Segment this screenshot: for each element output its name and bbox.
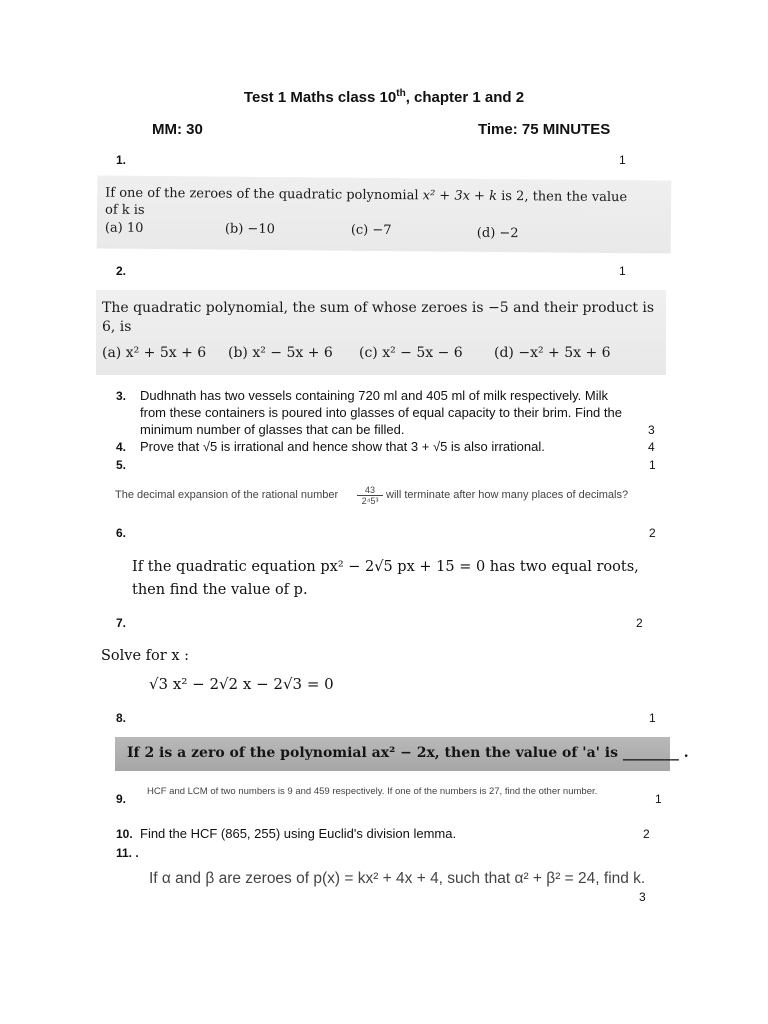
q9-text: HCF and LCM of two numbers is 9 and 459 respectively. If one of the numbers is 27, find the other number. [147,786,598,797]
q1-scanned-question [97,175,672,253]
q10-number: 10. [116,827,133,841]
max-marks: MM: 30 [152,121,203,138]
q1-number: 1. [116,153,127,167]
q2-option-c: (c) x² − 5x − 6 [359,345,463,361]
q8-scanned-question [115,737,689,771]
q5-fraction [357,485,383,506]
q3-line2: from these containers is poured into glasses of equal capacity to their brim. Find the [140,405,622,420]
q8-number: 8. [116,711,127,725]
q10-marks: 2 [643,827,650,841]
q1-option-b: (b) −10 [224,221,275,238]
q5-fraction-numerator: 43 [357,485,383,496]
q2-option-b: (b) x² − 5x + 6 [228,345,333,361]
q10-text: Find the HCF (865, 255) using Euclid's division lemma. [140,826,457,841]
q1-text-a: If one of the zeroes of the quadratic polynomial [105,185,423,204]
title-rest: , chapter 1 and 2 [405,89,525,106]
q2-marks: 1 [619,264,626,278]
q3-number: 3. [116,389,127,403]
q8-marks: 1 [649,711,656,725]
q11-marks: 3 [639,890,646,904]
q4-text: Prove that √5 is irrational and hence show that 3 + √5 is also irrational. [140,439,545,454]
q4-number: 4. [116,440,127,454]
q5-text-post: will terminate after how many places of decimals? [386,489,629,501]
page-title [0,88,768,106]
q7-equation: √3 x² − 2√2 x − 2√3 = 0 [149,675,334,693]
q5-marks: 1 [649,458,656,472]
q1-line2: of k is [104,202,145,218]
q3-line1: Dudhnath has two vessels containing 720 ml and 405 ml of milk respectively. Milk [140,388,608,403]
q5-text-pre: The decimal expansion of the rational number [115,489,339,501]
q8-text: If 2 is a zero of the polynomial ax² − 2x, then the value of 'a' is ________ . [127,745,689,761]
q4-marks: 4 [648,440,655,454]
q6-number: 6. [116,526,127,540]
q7-marks: 2 [636,616,643,630]
q6-line1: If the quadratic equation px² − 2√5 px + 15 = 0 has two equal roots, [132,559,639,575]
q2-line2: 6, is [102,319,132,335]
q1-marks: 1 [619,153,626,167]
title-superscript: th [396,88,406,99]
q6-line2: then find the value of p. [132,582,308,598]
q5-number: 5. [116,458,127,472]
q1-polynomial: x² + 3x + k [422,188,498,204]
q2-option-a: (a) x² + 5x + 6 [102,345,207,361]
q1-option-a: (a) 10 [104,220,144,236]
q9-number: 9. [116,792,127,806]
q1-option-d: (d) −2 [476,225,519,242]
q3-line3: minimum number of glasses that can be filled. [140,422,405,437]
q5-fraction-denominator: 2⁴5³ [361,496,379,506]
q6-marks: 2 [649,526,656,540]
q7-line1: Solve for x : [101,648,189,664]
q1-text-c: is 2, then the value [496,188,628,206]
q2-line1: The quadratic polynomial, the sum of whose zeroes is −5 and their product is [102,300,655,316]
q1-option-c: (c) −7 [350,222,392,239]
q11-text: If α and β are zeroes of p(x) = kx² + 4x + 4, such that α² + β² = 24, find k. [149,870,646,887]
time-limit: Time: 75 MINUTES [478,121,611,138]
q2-scanned-question [96,290,666,375]
q9-marks: 1 [655,792,662,806]
q1-line1 [105,186,627,206]
title-main: Test 1 Maths class 10 [243,89,397,106]
q7-number: 7. [116,616,127,630]
q2-number: 2. [116,264,127,278]
q3-text [140,387,680,438]
q3-marks: 3 [648,423,655,437]
q11-number: 11. . [116,846,139,860]
q2-option-d: (d) −x² + 5x + 6 [494,345,611,361]
